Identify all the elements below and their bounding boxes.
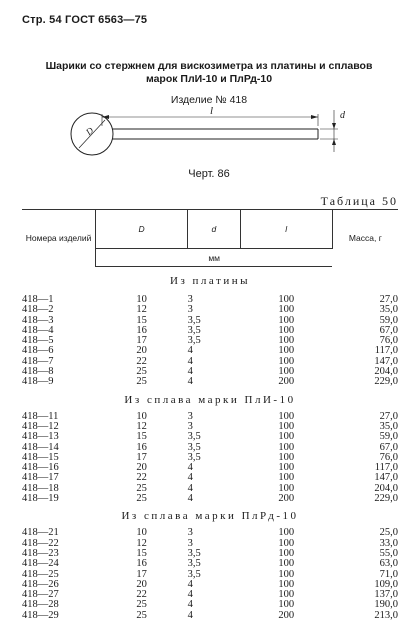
cell-mass: 190,0 (374, 599, 398, 611)
cell-d: 4 (187, 366, 193, 378)
figure-caption: Черт. 86 (188, 168, 230, 180)
table-row (22, 549, 398, 559)
d-arrow-top (332, 123, 336, 129)
cell-d: 4 (187, 578, 193, 590)
cell-l: 200 (278, 609, 295, 621)
cell-mass: 137,0 (374, 589, 398, 601)
cell-l: 100 (278, 558, 295, 570)
cell-D: 25 (136, 482, 147, 494)
cell-d: 3,5 (187, 441, 201, 453)
cell-D: 25 (136, 493, 147, 505)
cell-D: 10 (136, 527, 147, 539)
cell-item-number: 418—7 (22, 355, 54, 367)
table-row (22, 539, 398, 549)
cell-l: 100 (278, 589, 295, 601)
cell-D: 25 (136, 599, 147, 611)
col-header-item-number: Номера изделий (22, 210, 96, 267)
drawing-label-D: D (83, 125, 96, 137)
section-title: Из платины (170, 275, 250, 287)
col-header-unit: мм (96, 249, 333, 267)
cell-l: 100 (278, 451, 295, 463)
table-row (22, 559, 398, 569)
cell-l: 100 (278, 547, 295, 559)
cell-mass: 147,0 (374, 472, 398, 484)
cell-d: 3 (187, 527, 193, 539)
table-label: Таблица 50 (320, 194, 398, 208)
cell-item-number: 418—19 (22, 493, 59, 505)
table-row (22, 357, 398, 367)
cell-d: 4 (187, 493, 193, 505)
cell-mass: 25,0 (379, 527, 398, 539)
drawing-label-l: l (210, 105, 214, 117)
cell-d: 4 (187, 482, 193, 494)
cell-l: 100 (278, 599, 295, 611)
cell-D: 20 (136, 345, 147, 357)
cell-item-number: 418—28 (22, 599, 59, 611)
cell-l: 100 (278, 366, 295, 378)
cell-item-number: 418—16 (22, 462, 59, 474)
cell-mass: 67,0 (379, 324, 398, 336)
cell-l: 100 (278, 441, 295, 453)
cell-l: 200 (278, 493, 295, 505)
cell-d: 3,5 (187, 547, 201, 559)
cell-d: 3,5 (187, 335, 201, 347)
cell-D: 10 (136, 294, 147, 305)
cell-mass: 204,0 (374, 482, 398, 494)
cell-d: 3,5 (187, 568, 201, 580)
drawing-label-d: d (340, 110, 345, 121)
item-label: Изделие № 418 (170, 94, 248, 106)
cell-D: 16 (136, 441, 147, 453)
table-row (22, 346, 398, 356)
cell-D: 17 (136, 568, 147, 580)
table-row (22, 611, 398, 621)
cell-mass: 67,0 (379, 441, 398, 453)
cell-mass: 109,0 (374, 578, 398, 590)
cell-D: 22 (136, 472, 147, 484)
cell-D: 25 (136, 366, 147, 378)
cell-D: 12 (136, 304, 147, 316)
cell-mass: 76,0 (379, 451, 398, 463)
technical-drawing (60, 104, 360, 168)
cell-D: 16 (136, 324, 147, 336)
document-title-line-2: марок ПлИ-10 и ПлРд-10 (145, 73, 273, 85)
cell-item-number: 418—5 (22, 335, 54, 347)
cell-D: 22 (136, 589, 147, 601)
cell-item-number: 418—22 (22, 537, 59, 549)
cell-d: 4 (187, 355, 193, 367)
cell-mass: 229,0 (374, 493, 398, 505)
cell-mass: 35,0 (379, 420, 398, 432)
document-title-line-1: Шарики со стержнем для вискозиметра из платины и сплавов (45, 60, 373, 72)
cell-mass: 59,0 (379, 431, 398, 443)
cell-item-number: 418—11 (22, 410, 59, 422)
cell-D: 10 (136, 410, 147, 422)
table-row (22, 326, 398, 336)
cell-l: 100 (278, 314, 295, 326)
table-row (22, 432, 398, 442)
cell-item-number: 418—25 (22, 568, 59, 580)
cell-item-number: 418—18 (22, 482, 59, 494)
table-row (22, 367, 398, 377)
cell-D: 15 (136, 431, 147, 443)
table-row (22, 305, 398, 315)
length-arrow-right (311, 115, 318, 119)
table-row (22, 316, 398, 326)
cell-d: 4 (187, 589, 193, 601)
cell-mass: 204,0 (374, 366, 398, 378)
table-row (22, 295, 398, 305)
cell-mass: 55,0 (379, 547, 398, 559)
cell-d: 4 (187, 599, 193, 611)
cell-item-number: 418—23 (22, 547, 59, 559)
section-title: Из сплава марки ПлИ-10 (124, 393, 296, 406)
cell-l: 100 (278, 345, 295, 357)
cell-D: 17 (136, 335, 147, 347)
col-header-D: D (96, 210, 188, 249)
cell-mass: 27,0 (379, 294, 398, 305)
table-row (22, 494, 398, 504)
cell-item-number: 418—4 (22, 324, 54, 336)
cell-d: 4 (187, 345, 193, 357)
cell-l: 100 (278, 410, 295, 422)
cell-l: 100 (278, 420, 295, 432)
cell-l: 100 (278, 335, 295, 347)
cell-D: 22 (136, 355, 147, 367)
table-row (22, 377, 398, 387)
cell-d: 3,5 (187, 558, 201, 570)
cell-d: 4 (187, 609, 193, 621)
cell-item-number: 418—26 (22, 578, 59, 590)
table-row (22, 570, 398, 580)
cell-mass: 147,0 (374, 355, 398, 367)
cell-D: 12 (136, 420, 147, 432)
cell-l: 100 (278, 431, 295, 443)
cell-mass: 33,0 (379, 537, 398, 549)
d-arrow-bottom (332, 139, 336, 145)
cell-d: 3 (187, 420, 193, 432)
cell-d: 3 (187, 410, 193, 422)
table-row (22, 463, 398, 473)
cell-mass: 35,0 (379, 304, 398, 316)
cell-item-number: 418—13 (22, 431, 59, 443)
table-row (22, 453, 398, 463)
cell-mass: 59,0 (379, 314, 398, 326)
cell-D: 15 (136, 547, 147, 559)
table-row (22, 590, 398, 600)
table-row (22, 443, 398, 453)
page-header: Стр. 54 ГОСТ 6563—75 (22, 14, 148, 26)
col-header-d: d (188, 210, 241, 249)
cell-D: 12 (136, 537, 147, 549)
cell-D: 25 (136, 376, 147, 388)
cell-d: 3,5 (187, 324, 201, 336)
cell-l: 100 (278, 578, 295, 590)
cell-item-number: 418—3 (22, 314, 54, 326)
cell-l: 200 (278, 376, 295, 388)
cell-l: 100 (278, 527, 295, 539)
cell-l: 100 (278, 294, 295, 305)
cell-D: 16 (136, 558, 147, 570)
cell-mass: 63,0 (379, 558, 398, 570)
table-row (22, 422, 398, 432)
cell-item-number: 418—29 (22, 609, 59, 621)
cell-item-number: 418—1 (22, 294, 54, 305)
table-row (22, 412, 398, 422)
cell-item-number: 418—21 (22, 527, 59, 539)
table-row (22, 528, 398, 538)
section-header-row (22, 267, 398, 296)
table-body (22, 267, 398, 622)
col-header-mass: Масса, г (332, 210, 398, 267)
cell-l: 100 (278, 472, 295, 484)
cell-item-number: 418—6 (22, 345, 54, 357)
cell-D: 20 (136, 462, 147, 474)
cell-d: 3,5 (187, 314, 201, 326)
table-row (22, 484, 398, 494)
cell-D: 17 (136, 451, 147, 463)
cell-l: 100 (278, 324, 295, 336)
section-title: Из сплава марки ПлРд-10 (121, 510, 299, 523)
cell-d: 3,5 (187, 431, 201, 443)
cell-item-number: 418—2 (22, 304, 54, 316)
cell-item-number: 418—14 (22, 441, 59, 453)
cell-item-number: 418—8 (22, 366, 54, 378)
cell-d: 3 (187, 537, 193, 549)
cell-item-number: 418—17 (22, 472, 59, 484)
cell-mass: 117,0 (374, 345, 398, 357)
dimensions-table (22, 209, 398, 621)
cell-mass: 27,0 (379, 410, 398, 422)
cell-item-number: 418—9 (22, 376, 54, 388)
cell-l: 100 (278, 355, 295, 367)
cell-item-number: 418—12 (22, 420, 59, 432)
cell-l: 100 (278, 537, 295, 549)
cell-l: 100 (278, 304, 295, 316)
cell-item-number: 418—27 (22, 589, 59, 601)
cell-item-number: 418—15 (22, 451, 59, 463)
table-row (22, 580, 398, 590)
cell-l: 100 (278, 482, 295, 494)
table-row (22, 600, 398, 610)
cell-d: 3 (187, 294, 193, 305)
cell-item-number: 418—24 (22, 558, 59, 570)
section-header-row (22, 388, 398, 412)
table-row (22, 473, 398, 483)
cell-D: 20 (136, 578, 147, 590)
cell-mass: 117,0 (374, 462, 398, 474)
cell-l: 100 (278, 462, 295, 474)
cell-mass: 213,0 (374, 609, 398, 621)
cell-d: 3,5 (187, 451, 201, 463)
cell-l: 100 (278, 568, 295, 580)
table-row (22, 336, 398, 346)
cell-D: 25 (136, 609, 147, 621)
cell-mass: 71,0 (379, 568, 398, 580)
cell-d: 3 (187, 304, 193, 316)
cell-mass: 229,0 (374, 376, 398, 388)
cell-d: 4 (187, 472, 193, 484)
col-header-l: l (240, 210, 332, 249)
cell-d: 4 (187, 376, 193, 388)
cell-d: 4 (187, 462, 193, 474)
cell-D: 15 (136, 314, 147, 326)
section-header-row (22, 504, 398, 528)
cell-mass: 76,0 (379, 335, 398, 347)
